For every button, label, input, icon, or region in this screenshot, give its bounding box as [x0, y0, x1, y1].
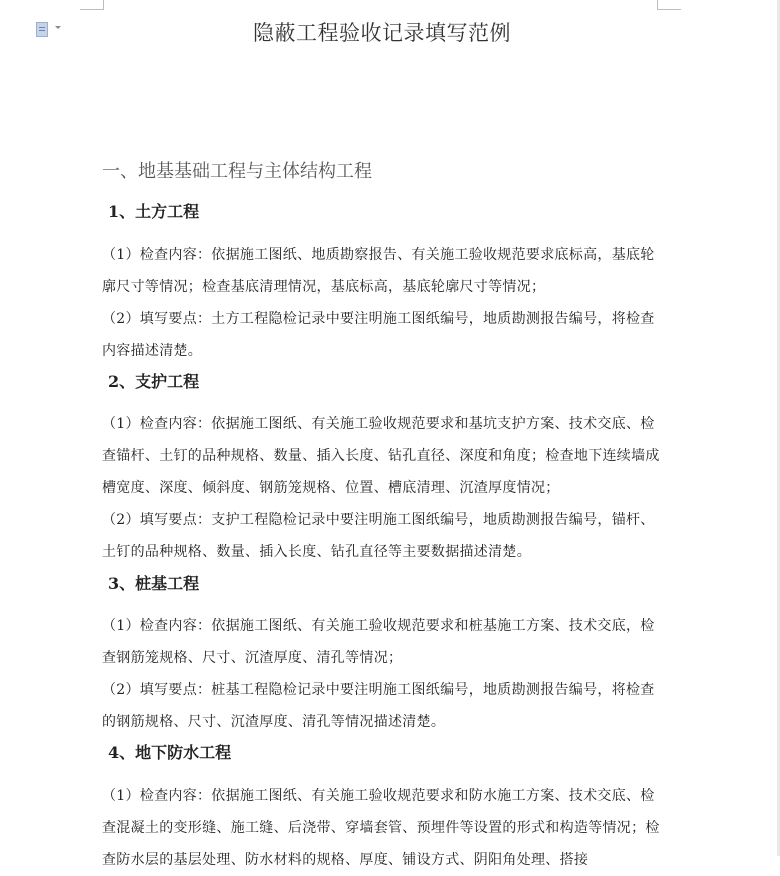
subsection-heading: 3、桩基工程 [108, 574, 200, 593]
paragraph: （1）检查内容：依据施工图纸、地质勘察报告、有关施工验收规范要求底标高，基底轮廓尺寸等情况；检查基底清理情况，基底标高，基底轮廓尺寸等情况； [102, 247, 655, 295]
subsection-heading: 1、土方工程 [108, 202, 200, 221]
document-icon[interactable] [36, 21, 48, 37]
document-title: 隐蔽工程验收记录填写范例 [253, 21, 511, 45]
paragraph: （2）填写要点：土方工程隐检记录中要注明施工图纸编号，地质勘测报告编号，将检查内容描述清楚。 [102, 311, 655, 359]
subsection-heading: 4、地下防水工程 [108, 743, 232, 762]
subsection-heading: 2、支护工程 [108, 372, 200, 391]
paragraph: （1）检查内容：依据施工图纸、有关施工验收规范要求和基坑支护方案、技术交底、检查锚杆、土钉的品种规格、数量、插入长度、钻孔直径、深度和角度；检查地下连续墙成槽宽度、深度、倾斜度、钢筋笼规格、位置、槽底清理、沉渣厚度情况； [102, 416, 660, 496]
document-sheet-icon [36, 22, 48, 37]
page-corner-mark [657, 9, 681, 10]
paragraph: （2）填写要点：桩基工程隐检记录中要注明施工图纸编号，地质勘测报告编号，将检查的钢筋规格、尺寸、沉渣厚度、清孔等情况描述清楚。 [102, 682, 655, 730]
paragraph: （1）检查内容：依据施工图纸、有关施工验收规范要求和防水施工方案、技术交底、检查混凝土的变形缝、施工缝、后浇带、穿墙套管、预埋件等设置的形式和构造等情况；检查防水层的基层处理、防水材料的规格、厚度、铺设方式、阴阳角处理、搭接 [102, 788, 660, 868]
chevron-down-icon[interactable] [55, 26, 61, 29]
paragraph: （2）填写要点：支护工程隐检记录中要注明施工图纸编号，地质勘测报告编号，锚杆、土钉的品种规格、数量、插入长度、钻孔直径等主要数据描述清楚。 [102, 512, 655, 560]
paragraph: （1）检查内容：依据施工图纸、有关施工验收规范要求和桩基施工方案、技术交底，检查钢筋笼规格、尺寸、沉渣厚度、清孔等情况； [102, 618, 655, 666]
page-corner-mark [80, 9, 104, 10]
section-heading: 一、地基基础工程与主体结构工程 [102, 161, 372, 182]
